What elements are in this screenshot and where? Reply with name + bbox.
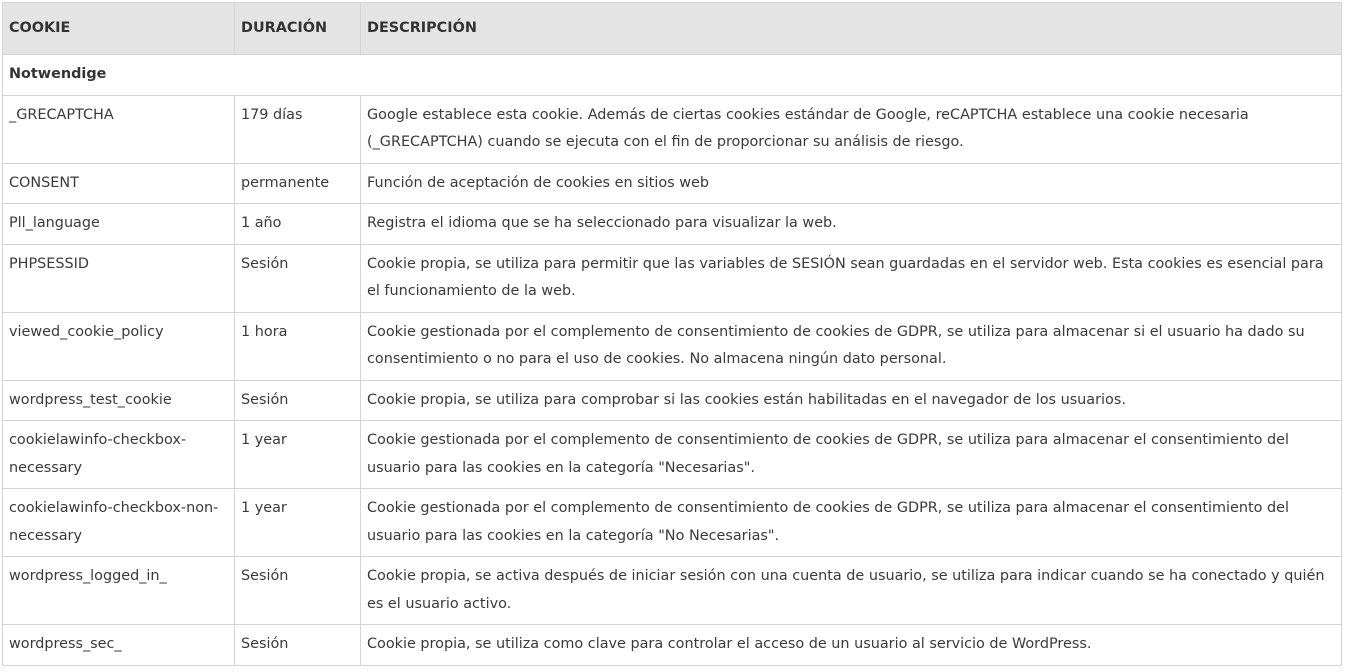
table-row — [3, 312, 1342, 380]
cookie-name: Pll_language — [3, 204, 235, 245]
cookie-description: Cookie propia, se utiliza para comprobar si las cookies están habilitadas en el navegador de los usuarios. — [361, 380, 1342, 421]
cookie-description: Función de aceptación de cookies en sitios web — [361, 163, 1342, 204]
cookie-name: wordpress_sec_ — [3, 625, 235, 666]
cookie-description: Google establece esta cookie. Además de ciertas cookies estándar de Google, reCAPTCHA establece una cookie necesaria (_GRECAPTCHA) cuando se ejecuta con el fin de proporcionar su análisis de riesgo. — [361, 95, 1342, 163]
cookie-description: Cookie gestionada por el complemento de consentimiento de cookies de GDPR, se utiliza para almacenar el consentimiento del usuario para las cookies en la categoría "Necesarias". — [361, 421, 1342, 489]
table-row — [3, 625, 1342, 666]
table-row — [3, 557, 1342, 625]
cookie-name: cookielawinfo-checkbox-necessary — [3, 421, 235, 489]
table-row — [3, 163, 1342, 204]
cookie-duration: Sesión — [235, 244, 361, 312]
cookie-name: CONSENT — [3, 163, 235, 204]
cookie-duration: Sesión — [235, 557, 361, 625]
cookie-description: Registra el idioma que se ha seleccionado para visualizar la web. — [361, 204, 1342, 245]
section-row — [3, 55, 1342, 96]
cookie-name: viewed_cookie_policy — [3, 312, 235, 380]
cookie-duration: 1 year — [235, 421, 361, 489]
table-row — [3, 204, 1342, 245]
cookie-name: wordpress_logged_in_ — [3, 557, 235, 625]
cookie-description: Cookie propia, se utiliza como clave para controlar el acceso de un usuario al servicio de WordPress. — [361, 625, 1342, 666]
table-row — [3, 489, 1342, 557]
cookie-duration: permanente — [235, 163, 361, 204]
cookie-name: PHPSESSID — [3, 244, 235, 312]
cookie-description: Cookie propia, se utiliza para permitir que las variables de SESIÓN sean guardadas en el servidor web. Esta cookies es esencial para el funcionamiento de la web. — [361, 244, 1342, 312]
table-header — [3, 3, 1342, 55]
cookie-duration: 1 hora — [235, 312, 361, 380]
cookie-duration: 1 año — [235, 204, 361, 245]
cookie-description: Cookie gestionada por el complemento de consentimiento de cookies de GDPR, se utiliza para almacenar el consentimiento del usuario para las cookies en la categoría "No Necesarias". — [361, 489, 1342, 557]
header-duration: DURACIÓN — [235, 3, 361, 55]
cookie-duration: 1 year — [235, 489, 361, 557]
cookie-description: Cookie propia, se activa después de iniciar sesión con una cuenta de usuario, se utiliza para indicar cuando se ha conectado y quién es el usuario activo. — [361, 557, 1342, 625]
section-title: Notwendige — [3, 55, 1342, 96]
header-row — [3, 3, 1342, 55]
cookie-duration: Sesión — [235, 625, 361, 666]
cookie-name: cookielawinfo-checkbox-non-necessary — [3, 489, 235, 557]
table-body — [3, 55, 1342, 666]
cookie-duration: 179 días — [235, 95, 361, 163]
cookie-name: _GRECAPTCHA — [3, 95, 235, 163]
table-row — [3, 421, 1342, 489]
header-cookie: COOKIE — [3, 3, 235, 55]
header-description: DESCRIPCIÓN — [361, 3, 1342, 55]
cookie-description: Cookie gestionada por el complemento de consentimiento de cookies de GDPR, se utiliza para almacenar si el usuario ha dado su consentimiento o no para el uso de cookies. No almacena ningún dato personal. — [361, 312, 1342, 380]
table-row — [3, 380, 1342, 421]
cookie-duration: Sesión — [235, 380, 361, 421]
table-row — [3, 95, 1342, 163]
table-row — [3, 244, 1342, 312]
cookie-name: wordpress_test_cookie — [3, 380, 235, 421]
cookie-table — [2, 2, 1342, 666]
